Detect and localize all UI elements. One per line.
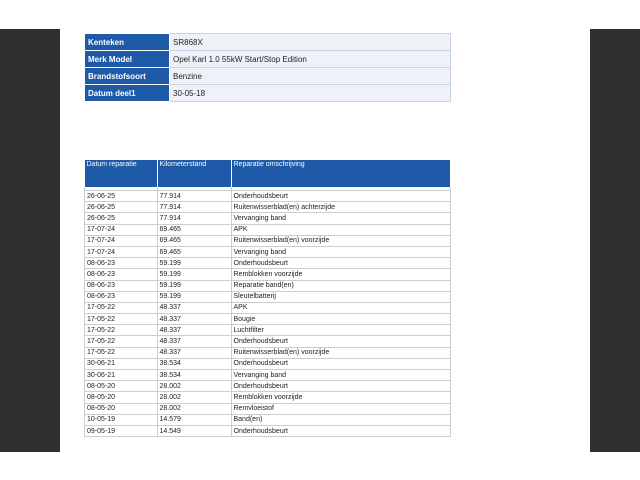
viewer-left-margin [0,29,60,452]
document-page [60,29,590,452]
repair-description-cell: Band(en) [231,414,451,425]
vehicle-info-value: 30-05-18 [170,85,451,102]
repair-description-cell: Ruitenwisserblad(en) voorzijde [231,347,451,358]
repair-description-cell: APK [231,224,451,235]
vehicle-info-row [85,85,451,102]
vehicle-info-table [84,33,451,102]
repair-date-cell: 08-06-23 [85,258,158,269]
repair-date-cell: 17-07-24 [85,235,158,246]
repair-mileage-cell: 14.549 [157,425,231,436]
table-row [85,370,451,381]
repair-date-cell: 08-06-23 [85,280,158,291]
repair-description-cell: Remblokken voorzijde [231,392,451,403]
table-row [85,224,451,235]
table-row [85,269,451,280]
vehicle-info-value: SR868X [170,34,451,51]
viewer-right-margin [590,29,640,452]
repair-date-cell: 26-06-25 [85,202,158,213]
table-row [85,358,451,369]
repair-date-cell: 17-05-22 [85,336,158,347]
repair-mileage-cell: 69.465 [157,246,231,257]
table-row [85,325,451,336]
table-row [85,191,451,202]
vehicle-info-label: Brandstofsoort [85,68,170,85]
repair-mileage-cell: 48.337 [157,325,231,336]
repair-description-cell: Vervanging band [231,213,451,224]
table-row [85,258,451,269]
table-row [85,347,451,358]
repair-date-cell: 26-06-25 [85,213,158,224]
repair-date-cell: 17-05-22 [85,302,158,313]
repair-mileage-cell: 28.002 [157,403,231,414]
repair-mileage-cell: 69.465 [157,224,231,235]
repair-mileage-cell: 77.914 [157,191,231,202]
repair-description-cell: Ruitenwisserblad(en) voorzijde [231,235,451,246]
repair-mileage-cell: 28.002 [157,381,231,392]
repair-date-cell: 30-06-21 [85,370,158,381]
vehicle-info-row [85,34,451,51]
repair-date-cell: 10-05-19 [85,414,158,425]
repair-mileage-cell: 59.199 [157,269,231,280]
table-row [85,280,451,291]
vehicle-info-label: Merk Model [85,51,170,68]
repair-description-cell: Onderhoudsbeurt [231,191,451,202]
repair-history-table [84,160,451,437]
repair-description-cell: Remblokken voorzijde [231,269,451,280]
table-row [85,235,451,246]
repair-description-cell: APK [231,302,451,313]
repair-mileage-cell: 48.337 [157,314,231,325]
vehicle-info-label: Kenteken [85,34,170,51]
table-row [85,403,451,414]
vehicle-info-row [85,68,451,85]
repair-description-cell: Vervanging band [231,246,451,257]
repair-mileage-cell: 77.914 [157,202,231,213]
repair-mileage-cell: 48.337 [157,336,231,347]
repair-mileage-cell: 38.534 [157,370,231,381]
vehicle-info-value: Opel Karl 1.0 55kW Start/Stop Edition [170,51,451,68]
table-row [85,246,451,257]
repair-mileage-cell: 59.199 [157,280,231,291]
table-row [85,314,451,325]
repair-description-cell: Remvloeistof [231,403,451,414]
repair-date-cell: 17-05-22 [85,347,158,358]
repair-date-cell: 08-05-20 [85,392,158,403]
repair-mileage-cell: 48.337 [157,347,231,358]
repair-date-cell: 17-07-24 [85,224,158,235]
repair-mileage-cell: 59.199 [157,258,231,269]
vehicle-info-value: Benzine [170,68,451,85]
repair-mileage-cell: 59.199 [157,291,231,302]
repair-description-cell: Onderhoudsbeurt [231,381,451,392]
header-mileage: Kilometerstand [157,160,231,187]
table-row [85,202,451,213]
table-row [85,425,451,436]
repair-mileage-cell: 38.534 [157,358,231,369]
repair-description-cell: Reparatie band(en) [231,280,451,291]
repair-description-cell: Luchtfilter [231,325,451,336]
vehicle-info-row [85,51,451,68]
repair-mileage-cell: 77.914 [157,213,231,224]
repair-description-cell: Ruitenwisserblad(en) achterzijde [231,202,451,213]
repair-date-cell: 09-05-19 [85,425,158,436]
repair-description-cell: Onderhoudsbeurt [231,425,451,436]
repair-description-cell: Bougie [231,314,451,325]
repair-date-cell: 17-05-22 [85,314,158,325]
table-row [85,302,451,313]
repair-date-cell: 30-06-21 [85,358,158,369]
repair-mileage-cell: 28.002 [157,392,231,403]
repair-mileage-cell: 48.337 [157,302,231,313]
table-row [85,392,451,403]
repair-date-cell: 08-06-23 [85,269,158,280]
repair-description-cell: Onderhoudsbeurt [231,358,451,369]
repair-description-cell: Onderhoudsbeurt [231,258,451,269]
table-row [85,414,451,425]
header-date: Datum reparatie [85,160,158,187]
repair-mileage-cell: 14.579 [157,414,231,425]
table-row [85,291,451,302]
repair-date-cell: 08-05-20 [85,403,158,414]
repair-header-row [85,160,451,187]
repair-description-cell: Onderhoudsbeurt [231,336,451,347]
table-row [85,381,451,392]
table-row [85,213,451,224]
repair-date-cell: 17-05-22 [85,325,158,336]
repair-mileage-cell: 69.465 [157,235,231,246]
repair-date-cell: 08-06-23 [85,291,158,302]
repair-date-cell: 17-07-24 [85,246,158,257]
table-row [85,336,451,347]
repair-date-cell: 26-06-25 [85,191,158,202]
repair-description-cell: Sleutelbatterij [231,291,451,302]
repair-description-cell: Vervanging band [231,370,451,381]
header-description: Reparatie omschrijving [231,160,451,187]
vehicle-info-label: Datum deel1 [85,85,170,102]
repair-date-cell: 08-05-20 [85,381,158,392]
